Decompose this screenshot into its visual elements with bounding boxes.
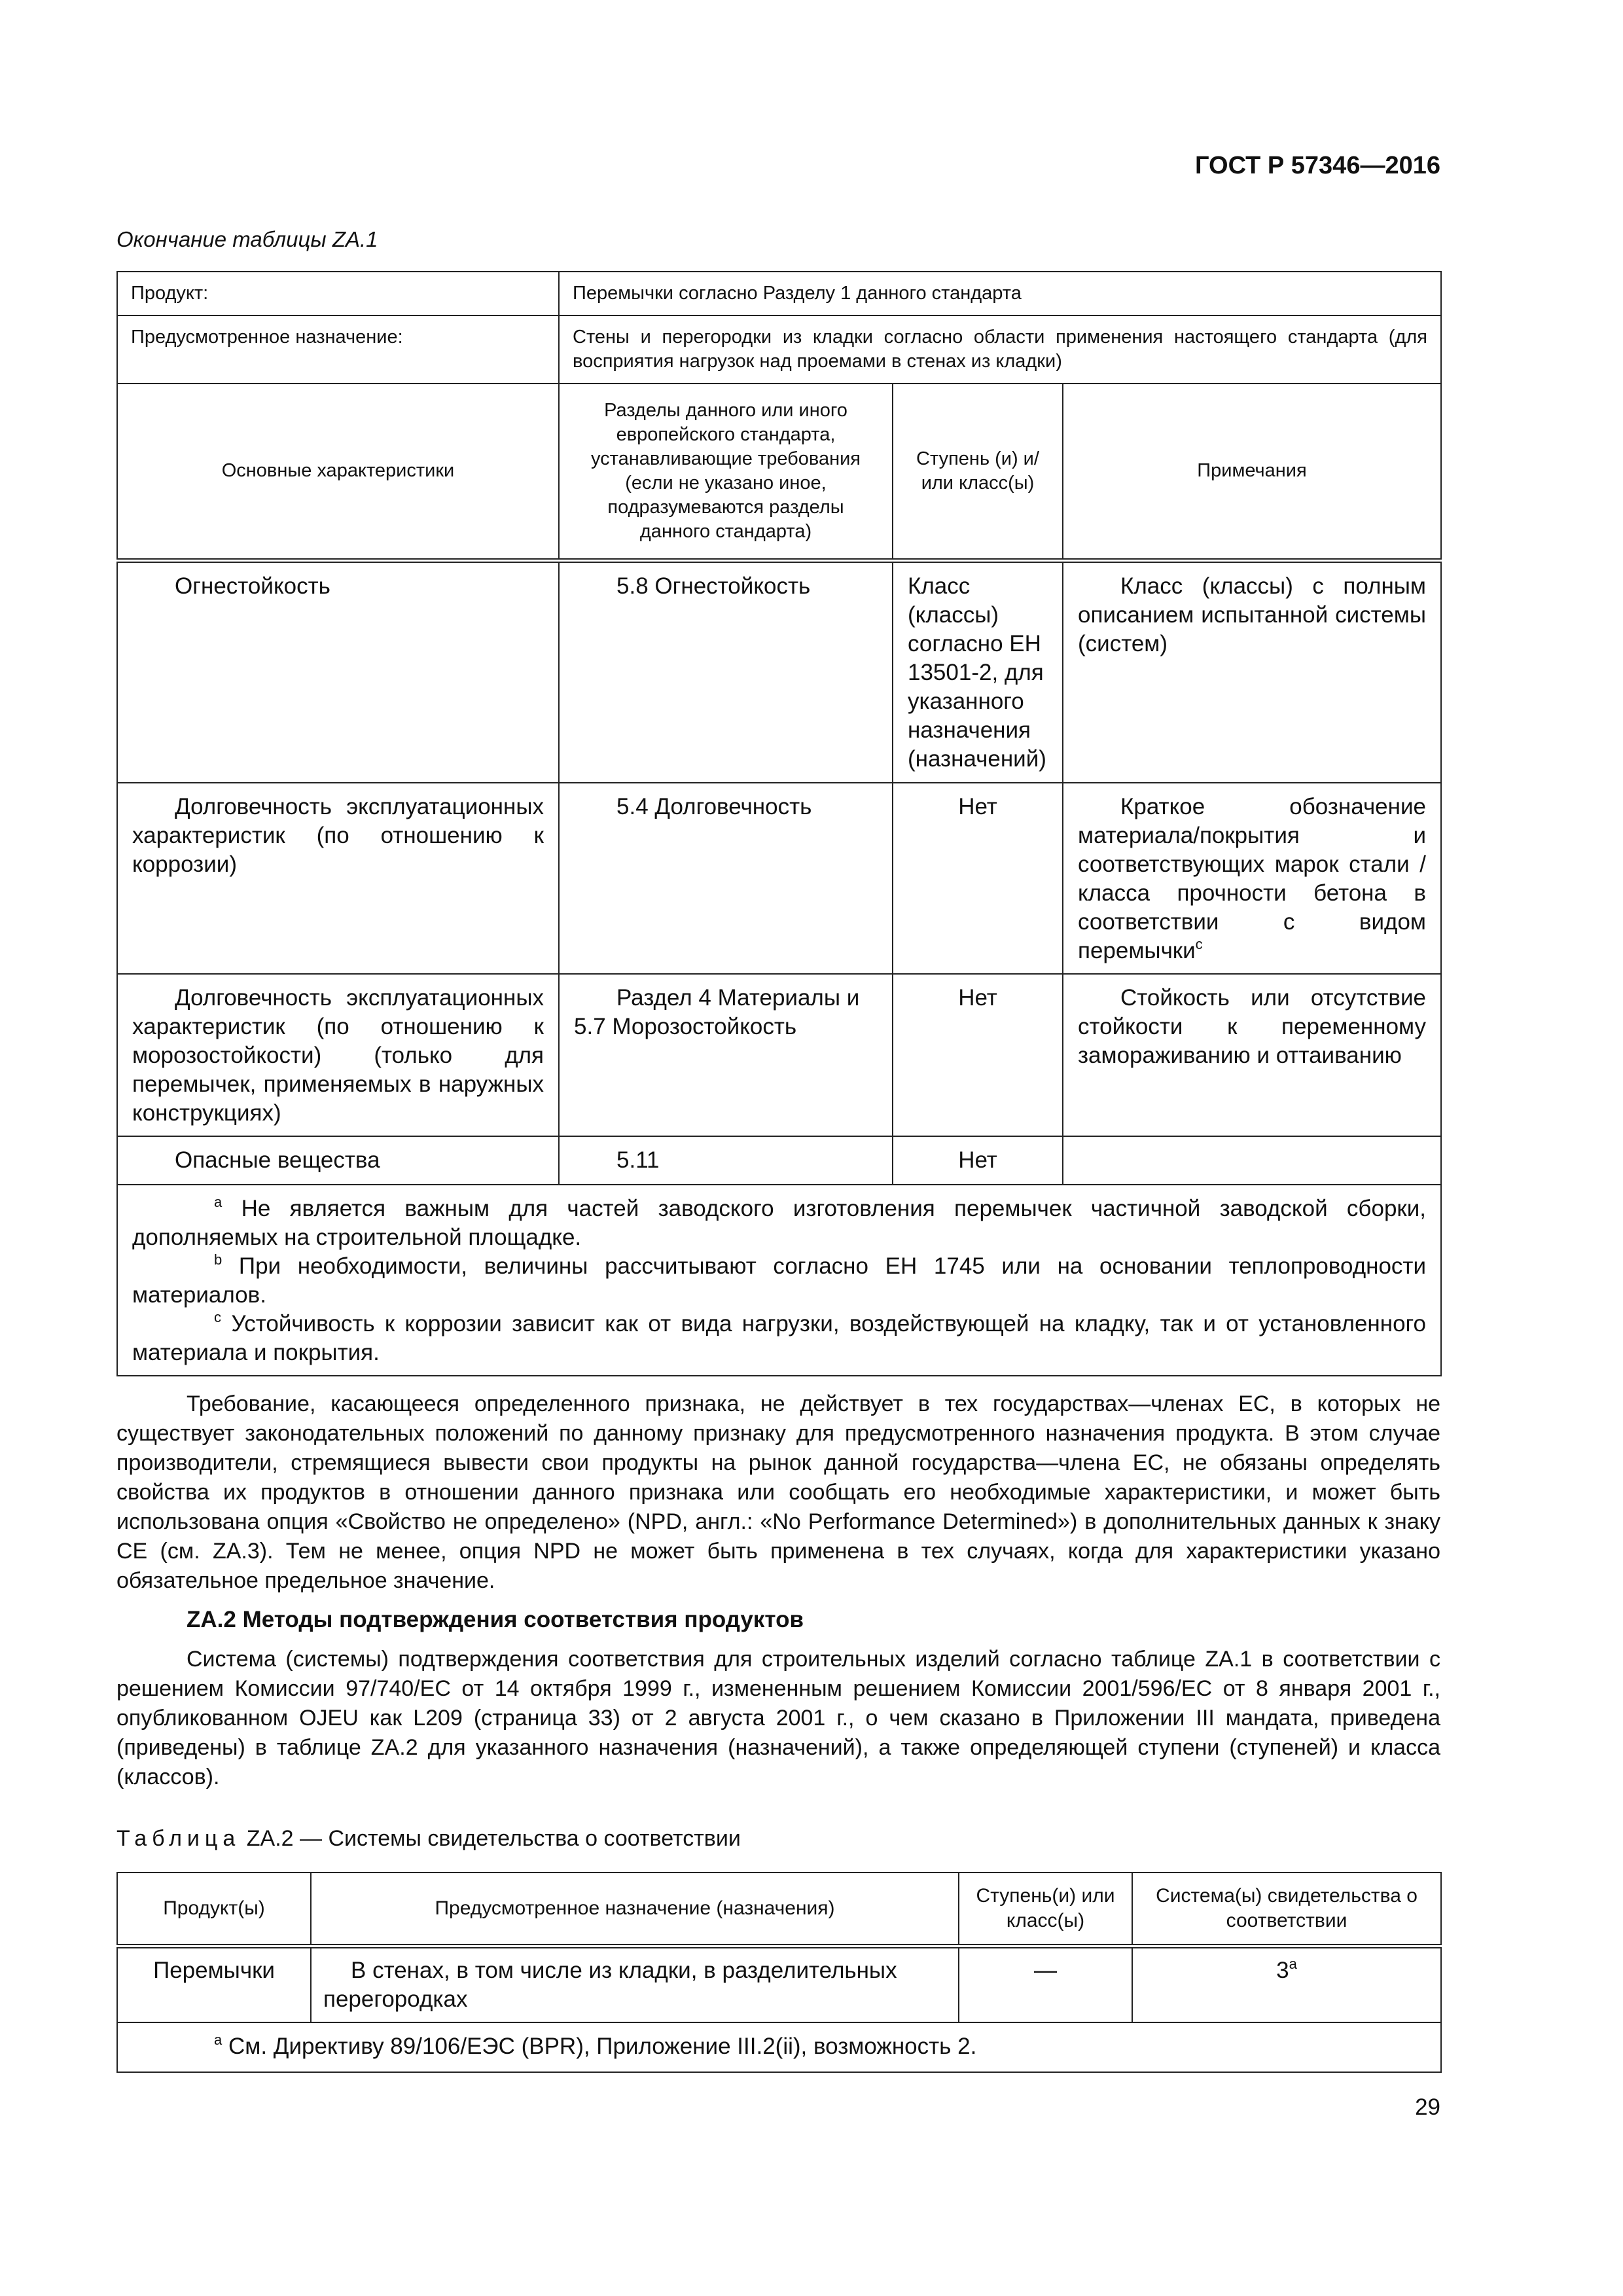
footnote-ref: a bbox=[1289, 1955, 1297, 1972]
section-heading: ZA.2 Методы подтверждения соответствия продуктов bbox=[187, 1607, 804, 1632]
cell-attestation-system bbox=[1132, 1946, 1441, 2022]
cell-level: Нет bbox=[893, 1136, 1063, 1185]
header-level: Ступень(и) или класс(ы) bbox=[959, 1873, 1132, 1946]
footnote-mark: b bbox=[214, 1251, 223, 1268]
table-title-text: ZA.2 — Системы свидетельства о соответствии bbox=[240, 1826, 741, 1851]
table-row bbox=[117, 1946, 1441, 2022]
page-number: 29 bbox=[1415, 2094, 1440, 2120]
header-products: Продукт(ы) bbox=[117, 1873, 311, 1946]
header-characteristics: Основные характеристики bbox=[117, 384, 559, 560]
footnote-mark: a bbox=[214, 1194, 223, 1210]
table-footnotes bbox=[117, 1185, 1441, 1376]
notes-text: Краткое обозначение материала/покрытия и соответствующих марок стали / класса прочности бетона в соответствии с видом перемычки bbox=[1078, 794, 1426, 963]
header-intended-use: Предусмотренное назначение (назначения) bbox=[311, 1873, 959, 1946]
footnote-text: Устойчивость к коррозии зависит как от вида нагрузки, воздействующей на кладку, так и от установленного материала и покрытия. bbox=[132, 1311, 1426, 1365]
intended-use-label: Предусмотренное назначение: bbox=[117, 315, 559, 384]
table-footnotes-row bbox=[117, 2022, 1441, 2072]
table-title-prefix: Таблица bbox=[116, 1826, 241, 1851]
cell-level: Нет bbox=[893, 974, 1063, 1136]
cell-notes bbox=[1063, 974, 1441, 1136]
footnote-text: При необходимости, величины рассчитывают согласно ЕН 1745 или на основании теплопроводности материалов. bbox=[132, 1253, 1426, 1308]
cell-sections: Раздел 4 Материалы и 5.7 Морозостойкость bbox=[559, 974, 893, 1136]
body-paragraph: Требование, касающееся определенного признака, не действует в тех государствах—членах ЕС, в которых не существует законодательных положений по данному признаку для предусмотренного назначения продукта. В этом случае производители, стремящиеся вывести свои продукты на рынок данной государства—члена ЕС, не обязаны определять свойства их продуктов в отношении данного признака или сообщать его необходимые характеристики, и может быть использована опция «Свойство не определено» (NPD, англ.: «No Performance Determined») в дополнительных данных к знаку СЕ (см. ZA.3). Тем не менее, опция NPD не может быть применена в тех случаях, когда для характеристики указано обязательное предельное значение. bbox=[116, 1391, 1440, 1593]
table-za2 bbox=[116, 1872, 1442, 2073]
table-row bbox=[117, 1136, 1441, 1185]
footnote-text: Не является важным для частей заводского изготовления перемычек частичной заводской сборки, дополняемых на строительной площадке. bbox=[132, 1196, 1427, 1250]
table-header-row bbox=[117, 384, 1441, 560]
footnote-text: См. Директиву 89/106/ЕЭС (BPR), Приложение III.2(ii), возможность 2. bbox=[228, 2033, 977, 2059]
table-row-product bbox=[117, 272, 1441, 315]
footnote-mark: c bbox=[214, 1309, 221, 1325]
notes-text: Стойкость или отсутствие стойкости к переменному замораживанию и оттаиванию bbox=[1078, 985, 1426, 1068]
cell-sections: 5.8 Огнестойкость bbox=[559, 560, 893, 783]
table-row bbox=[117, 974, 1441, 1136]
footnote bbox=[132, 1252, 1426, 1310]
cell-characteristic: Долговечность эксплуатационных характеристик (по отношению к морозостойкости) (только для перемычек, применяемых в наружных конструкциях) bbox=[117, 974, 559, 1136]
cell-notes bbox=[1063, 783, 1441, 974]
table-za2-title bbox=[116, 1826, 741, 1852]
footnote-mark: a bbox=[214, 2031, 223, 2048]
footnote bbox=[132, 2032, 1426, 2061]
cell-sections: 5.4 Долговечность bbox=[559, 783, 893, 974]
cell-notes bbox=[1063, 560, 1441, 783]
table-footnotes-row bbox=[117, 1185, 1441, 1376]
intended-use-value: Стены и перегородки из кладки согласно области применения настоящего стандарта (для восприятия нагрузок над проемами в стенах из кладки) bbox=[559, 315, 1441, 384]
table-row bbox=[117, 560, 1441, 783]
cell-product: Перемычки bbox=[117, 1946, 311, 2022]
product-value: Перемычки согласно Разделу 1 данного стандарта bbox=[559, 272, 1441, 315]
header-sections: Разделы данного или иного европейского стандарта, устанавливающие требования (если не указано иное, подразумеваются разделы данного стандарта) bbox=[559, 384, 893, 560]
footnote-ref: c bbox=[1195, 936, 1203, 952]
header-attestation-system: Система(ы) свидетельства о соответствии bbox=[1132, 1873, 1441, 1946]
header-notes: Примечания bbox=[1063, 384, 1441, 560]
document-page bbox=[116, 0, 1440, 2296]
cell-level: — bbox=[959, 1946, 1132, 2022]
cell-intended-use: В стенах, в том числе из кладки, в разделительных перегородках bbox=[311, 1946, 959, 2022]
cell-level: Класс (классы) согласно ЕН 13501-2, для указанного назначения (назначений) bbox=[893, 560, 1063, 783]
footnote bbox=[132, 1194, 1426, 1252]
system-value: 3 bbox=[1276, 1957, 1289, 1983]
cell-characteristic: Опасные вещества bbox=[117, 1136, 559, 1185]
table-row bbox=[117, 783, 1441, 974]
cell-characteristic: Огнестойкость bbox=[117, 560, 559, 783]
table-footnote bbox=[117, 2022, 1441, 2072]
product-label: Продукт: bbox=[117, 272, 559, 315]
cell-level: Нет bbox=[893, 783, 1063, 974]
document-id: ГОСТ Р 57346—2016 bbox=[1195, 152, 1440, 179]
table-continuation-title: Окончание таблицы ZA.1 bbox=[116, 227, 378, 251]
cell-characteristic: Долговечность эксплуатационных характеристик (по отношению к коррозии) bbox=[117, 783, 559, 974]
cell-notes bbox=[1063, 1136, 1441, 1185]
footnote bbox=[132, 1310, 1426, 1367]
table-header-row bbox=[117, 1873, 1441, 1946]
header-level: Ступень (и) и/или класс(ы) bbox=[893, 384, 1063, 560]
cell-sections: 5.11 bbox=[559, 1136, 893, 1185]
body-paragraph: Система (системы) подтверждения соответствия для строительных изделий согласно таблице ZA.1 в соответствии с решением Комиссии 97/740/ЕС от 14 октября 1999 г., измененным решением Комиссии 2001/596/ЕС от 8 января 2001 г., опубликованном OJEU как L209 (страница 33) от 2 августа 2001 г., о чем сказано в Приложении III мандата, приведена (приведены) в таблице ZA.2 для указанного назначения (назначений), а также определяющей ступени (ступеней) и класса (классов). bbox=[116, 1647, 1440, 1789]
table-za1 bbox=[116, 271, 1442, 1376]
notes-text: Класс (классы) с полным описанием испытанной системы (систем) bbox=[1078, 573, 1426, 656]
table-row-intended-use bbox=[117, 315, 1441, 384]
